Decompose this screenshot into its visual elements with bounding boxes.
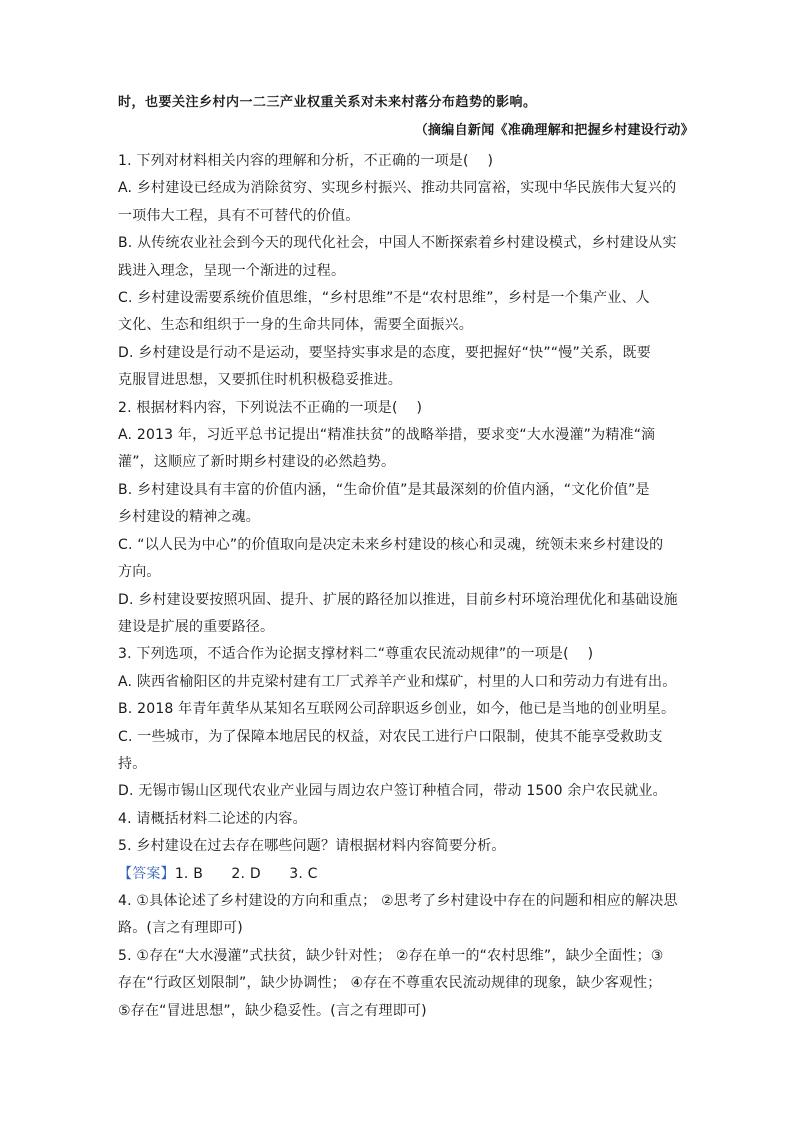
question-2: 2. 根据材料内容，下列说法不正确的一项是( ) [118, 399, 423, 416]
answer-4-cont: 路。(言之有理即可) [118, 920, 243, 937]
answer-4: 4. ①具体论述了乡村建设的方向和重点； ②思考了乡村建设中存在的问题和相应的解决思 [118, 892, 678, 909]
option-1c: C. 乡村建设需要系统价值思维，“乡村思维”不是“农村思维”，乡村是一个集产业、人 [118, 290, 650, 307]
option-1c-cont: 文化、生态和组织于一身的生命共同体，需要全面振兴。 [118, 317, 473, 334]
question-1: 1. 下列对材料相关内容的理解和分析，不正确的一项是( ) [118, 153, 494, 169]
option-2d-cont: 建设是扩展的重要路径。 [118, 618, 275, 635]
option-3c-cont: 持。 [118, 755, 147, 772]
answer-tag: 【答案】 [118, 865, 175, 882]
answer-5-end: ⑤存在“冒进思想”，缺少稳妥性。(言之有理即可) [118, 1002, 427, 1019]
option-1d: D. 乡村建设是行动不是运动，要坚持实事求是的态度，要把握好“快”“慢”关系，既要 [118, 344, 651, 361]
option-1a-cont: 一项伟大工程，具有不可替代的价值。 [118, 207, 360, 224]
option-1b: B. 从传统农业社会到今天的现代化社会，中国人不断探索着乡村建设模式，乡村建设从实 [118, 235, 677, 252]
option-2d: D. 乡村建设要按照巩固、提升、扩展的路径加以推进，目前乡村环境治理优化和基础设施 [118, 591, 678, 608]
option-3d: D. 无锡市锡山区现代农业产业园与周边农户签订种植合同，带动 1500 余户农民就业。 [118, 783, 667, 800]
source-citation: （摘编自新闻《准确理解和把握乡村建设行动》 [414, 123, 694, 138]
answer-5-cont: 存在“行政区划限制”，缺少协调性； ④存在不尊重农民流动规律的现象，缺少客观性； [118, 975, 662, 992]
intro-text: 时，也要关注乡村内一二三产业权重关系对未来村落分布趋势的影响。 [118, 95, 537, 110]
option-2b: B. 乡村建设具有丰富的价值内涵，“生命价值”是其最深刻的价值内涵，“文化价值”是 [118, 481, 650, 498]
question-3: 3. 下列选项，不适合作为论据支撑材料二“尊重农民流动规律”的一项是( ) [118, 646, 594, 663]
option-2b-cont: 乡村建设的精神之魂。 [118, 509, 260, 526]
option-1a: A. 乡村建设已经成为消除贫穷、实现乡村振兴、推动共同富裕，实现中华民族伟大复兴的 [118, 180, 677, 197]
questions-body [118, 148, 678, 1025]
option-2a: A. 2013 年，习近平总书记提出“精准扶贫”的战略举措，要求变“大水漫灌”为精准“滴 [118, 427, 656, 444]
option-2c: C. “以人民为中心”的价值取向是决定未来乡村建设的核心和灵魂，统领未来乡村建设的 [118, 536, 664, 553]
option-1b-cont: 践进入理念，呈现一个渐进的过程。 [118, 262, 346, 279]
option-2a-cont: 灌”，这顺应了新时期乡村建设的必然趋势。 [118, 454, 396, 471]
question-4: 4. 请概括材料二论述的内容。 [118, 810, 307, 827]
option-1d-cont: 克服冒进思想，又要抓住时机积极稳妥推进。 [118, 372, 402, 389]
question-5: 5. 乡村建设在过去存在哪些问题？请根据材料内容简要分析。 [118, 838, 506, 855]
option-2c-cont: 方向。 [118, 564, 161, 581]
answer-5: 5. ①存在“大水漫灌”式扶贫，缺少针对性； ②存在单一的“农村思维”，缺少全面性；③ [118, 947, 664, 964]
option-3b: B. 2018 年青年黄华从某知名互联网公司辞职返乡创业，如今，他已是当地的创业明星。 [118, 701, 676, 718]
option-3c: C. 一些城市，为了保障本地居民的权益，对农民工进行户口限制，使其不能享受救助支 [118, 728, 663, 745]
answer-line [118, 861, 678, 888]
option-3a: A. 陕西省榆阳区的井克梁村建有工厂式养羊产业和煤矿，村里的人口和劳动力有进有出。 [118, 673, 677, 690]
answer-choices: 1. B 2. D 3. C [174, 865, 318, 882]
